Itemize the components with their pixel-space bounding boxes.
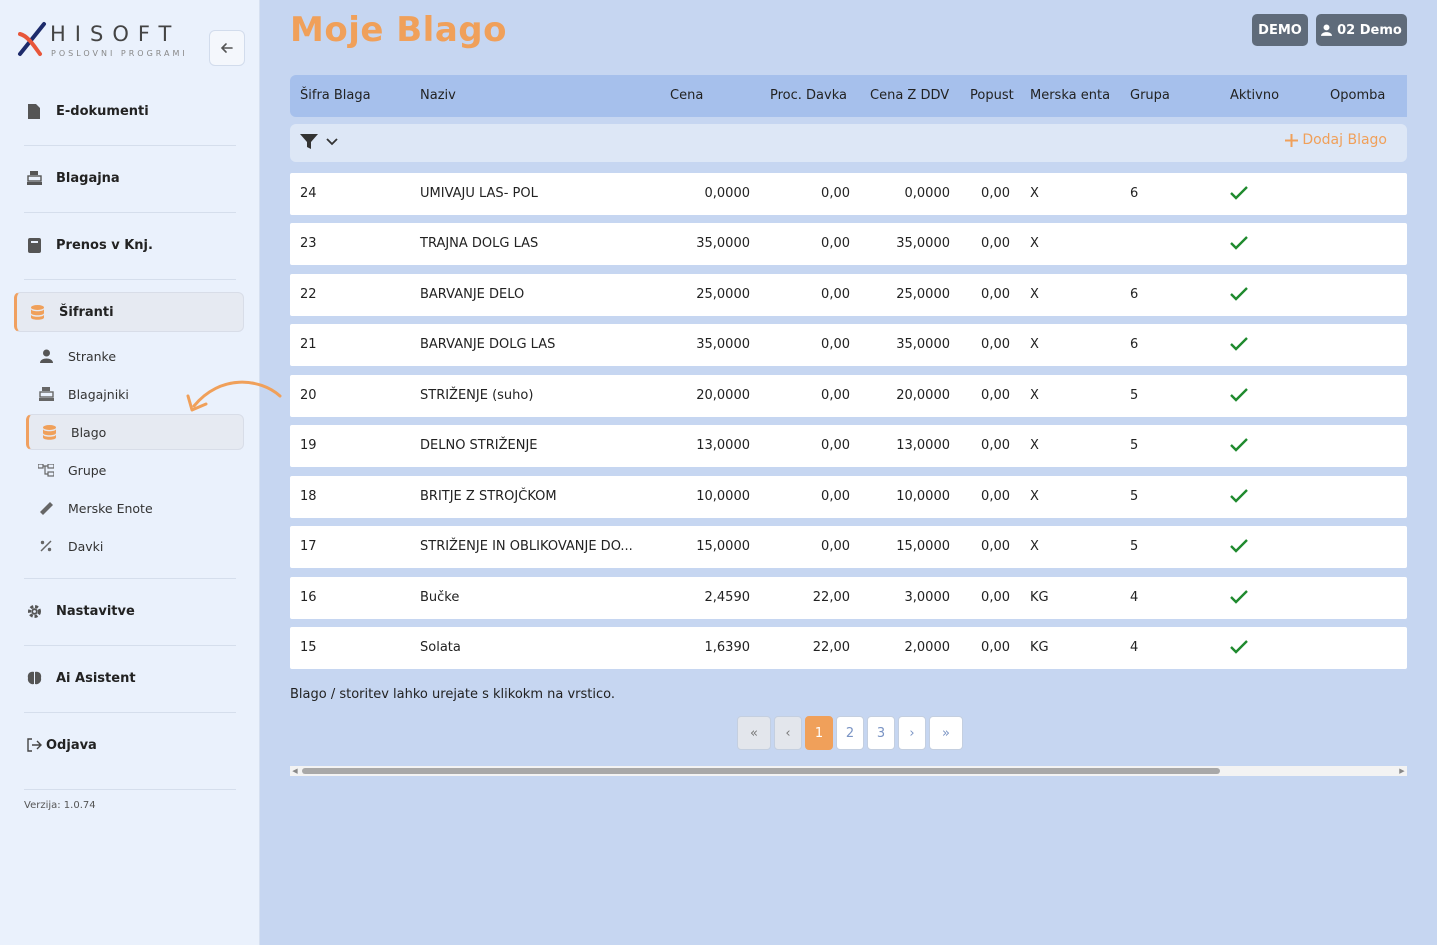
cell-sifra: 18: [300, 489, 317, 504]
sub-item-grupe[interactable]: [26, 452, 244, 488]
user-icon: [38, 348, 54, 364]
table-row[interactable]: [290, 627, 1407, 669]
cell-cena-z-ddv: 13,0000: [896, 438, 950, 453]
cell-cena: 10,0000: [696, 489, 750, 504]
logout-icon: [26, 737, 42, 753]
check-icon: [1230, 388, 1248, 402]
column-header-proc-davka[interactable]: Proc. Davka: [770, 88, 847, 103]
nav-item-e-dokumenti[interactable]: [14, 91, 244, 131]
logo-text: HISOFT: [50, 22, 181, 46]
cell-cena-z-ddv: 3,0000: [904, 590, 950, 605]
cell-merska-enota: X: [1030, 489, 1039, 504]
nav-item-label: E-dokumenti: [56, 103, 149, 119]
table-row[interactable]: [290, 425, 1407, 467]
cell-cena-z-ddv: 15,0000: [896, 539, 950, 554]
cell-sifra: 22: [300, 287, 317, 302]
nav-item-sifranti[interactable]: [14, 292, 244, 332]
logo-x-icon: [16, 20, 50, 60]
cell-popust: 0,00: [981, 186, 1010, 201]
cell-naziv: BARVANJE DOLG LAS: [420, 337, 556, 352]
page-button-1[interactable]: 1: [805, 716, 833, 750]
nav-divider: [24, 279, 236, 280]
cell-sifra: 23: [300, 236, 317, 251]
column-header-popust[interactable]: Popust: [970, 88, 1014, 103]
demo-badge[interactable]: DEMO: [1252, 14, 1308, 46]
cell-merska-enota: X: [1030, 388, 1039, 403]
check-icon: [1230, 590, 1248, 604]
cell-sifra: 17: [300, 539, 317, 554]
nav-divider: [24, 145, 236, 146]
cell-naziv: STRIŽENJE IN OBLIKOVANJE DO...: [420, 539, 633, 554]
cell-proc-davka: 0,00: [821, 287, 850, 302]
sub-item-label: Grupe: [68, 462, 107, 478]
cell-proc-davka: 0,00: [821, 236, 850, 251]
sub-item-label: Blago: [71, 424, 107, 440]
nav-divider: [24, 645, 236, 646]
table-row[interactable]: [290, 476, 1407, 518]
user-name: 02 Demo: [1337, 22, 1402, 38]
cell-grupa: 6: [1130, 287, 1139, 302]
sitemap-icon: [38, 462, 54, 478]
page-prev-button[interactable]: ‹: [774, 716, 802, 750]
cell-merska-enota: KG: [1030, 640, 1049, 655]
cell-proc-davka: 0,00: [821, 337, 850, 352]
page-title: Moje Blago: [290, 10, 507, 50]
add-blago-button[interactable]: [1285, 132, 1387, 148]
cell-grupa: 5: [1130, 539, 1139, 554]
page-last-button[interactable]: »: [929, 716, 963, 750]
sub-item-label: Merske Enote: [68, 500, 153, 516]
cell-grupa: 6: [1130, 337, 1139, 352]
cell-proc-davka: 22,00: [812, 590, 850, 605]
cell-cena: 15,0000: [696, 539, 750, 554]
table-row[interactable]: [290, 173, 1407, 215]
add-blago-label: Dodaj Blago: [1302, 132, 1387, 148]
check-icon: [1230, 337, 1248, 351]
check-icon: [1230, 640, 1248, 654]
cell-popust: 0,00: [981, 640, 1010, 655]
nav-item-odjava[interactable]: [14, 725, 244, 765]
chevron-down-icon: [326, 138, 338, 146]
cash-register-icon: [26, 170, 42, 186]
check-icon: [1230, 438, 1248, 452]
column-header-sifra[interactable]: Šifra Blaga: [300, 88, 371, 103]
page-next-button[interactable]: ›: [898, 716, 926, 750]
table-row[interactable]: [290, 577, 1407, 619]
cell-proc-davka: 22,00: [812, 640, 850, 655]
cell-grupa: 5: [1130, 489, 1139, 504]
cell-cena: 35,0000: [696, 236, 750, 251]
cell-naziv: Bučke: [420, 590, 460, 605]
nav-item-blagajna[interactable]: [14, 158, 244, 198]
column-header-naziv[interactable]: Naziv: [420, 88, 456, 103]
pagination: [737, 716, 963, 750]
horizontal-scrollbar[interactable]: [290, 766, 1407, 776]
cell-naziv: BRITJE Z STROJČKOM: [420, 489, 557, 504]
cell-merska-enota: X: [1030, 236, 1039, 251]
filter-icon: [300, 134, 318, 150]
nav-item-prenos[interactable]: [14, 225, 244, 265]
table-hint: Blago / storitev lahko urejate s klikokm na vrstico.: [290, 687, 615, 702]
sub-item-stranke[interactable]: [26, 338, 244, 374]
table-toolbar: [290, 124, 1407, 162]
cell-cena: 20,0000: [696, 388, 750, 403]
arrow-left-icon: [220, 41, 234, 55]
sidebar: [0, 0, 260, 945]
cell-popust: 0,00: [981, 489, 1010, 504]
gear-icon: [26, 603, 42, 619]
cell-naziv: BARVANJE DELO: [420, 287, 525, 302]
cash-register-icon: [38, 386, 54, 402]
cell-cena: 13,0000: [696, 438, 750, 453]
scroll-right-icon[interactable]: ▶: [1399, 767, 1405, 775]
column-header-merska-enota[interactable]: Merska enta: [1030, 88, 1111, 103]
cell-cena: 2,4590: [704, 590, 750, 605]
cell-merska-enota: X: [1030, 337, 1039, 352]
nav-divider: [24, 212, 236, 213]
cell-cena-z-ddv: 20,0000: [896, 388, 950, 403]
cell-proc-davka: 0,00: [821, 489, 850, 504]
nav-item-label: Odjava: [46, 737, 97, 753]
page-first-button[interactable]: «: [737, 716, 771, 750]
pointer-arrow-icon: [180, 372, 290, 422]
check-icon: [1230, 489, 1248, 503]
nav-item-label: Šifranti: [59, 304, 114, 320]
version-label: Verzija: 1.0.74: [24, 800, 96, 811]
cell-popust: 0,00: [981, 337, 1010, 352]
cell-naziv: UMIVAJU LAS- POL: [420, 186, 538, 201]
logo: [16, 20, 196, 64]
nav-item-label: Blagajna: [56, 170, 120, 186]
cell-cena: 35,0000: [696, 337, 750, 352]
sub-item-davki[interactable]: [26, 528, 244, 564]
cell-sifra: 21: [300, 337, 317, 352]
cell-naziv: STRIŽENJE (suho): [420, 388, 534, 403]
table-row[interactable]: [290, 223, 1407, 265]
ruler-icon: [38, 500, 54, 516]
nav-divider: [24, 712, 236, 713]
cell-cena-z-ddv: 0,0000: [904, 186, 950, 201]
cell-sifra: 19: [300, 438, 317, 453]
nav-item-label: Prenos v Knj.: [56, 237, 153, 253]
nav-item-label: Ai Asistent: [56, 670, 136, 686]
cell-popust: 0,00: [981, 438, 1010, 453]
cell-naziv: Solata: [420, 640, 461, 655]
nav-item-label: Nastavitve: [56, 603, 135, 619]
cell-cena: 25,0000: [696, 287, 750, 302]
cell-grupa: 6: [1130, 186, 1139, 201]
cell-merska-enota: X: [1030, 186, 1039, 201]
cell-cena-z-ddv: 35,0000: [896, 337, 950, 352]
cell-proc-davka: 0,00: [821, 186, 850, 201]
column-header-cena-z-ddv[interactable]: Cena Z DDV: [870, 88, 950, 103]
nav-divider: [24, 789, 236, 790]
brain-icon: [26, 670, 42, 686]
sub-item-label: Blagajniki: [68, 386, 129, 402]
cell-merska-enota: X: [1030, 539, 1039, 554]
book-icon: [26, 237, 42, 253]
cell-grupa: 4: [1130, 640, 1139, 655]
table-row[interactable]: [290, 375, 1407, 417]
sub-item-label: Stranke: [68, 348, 117, 364]
table-header: [290, 75, 1407, 117]
nav-item-ai-asistent[interactable]: [14, 658, 244, 698]
cell-sifra: 15: [300, 640, 317, 655]
cell-merska-enota: KG: [1030, 590, 1049, 605]
scroll-left-icon[interactable]: ◀: [292, 767, 298, 775]
cell-cena-z-ddv: 10,0000: [896, 489, 950, 504]
file-icon: [26, 103, 42, 119]
cell-popust: 0,00: [981, 590, 1010, 605]
user-menu-button[interactable]: [1316, 14, 1407, 46]
table-row[interactable]: [290, 526, 1407, 568]
sub-item-merske-enote[interactable]: [26, 490, 244, 526]
filter-toggle[interactable]: [300, 134, 338, 150]
cell-cena-z-ddv: 2,0000: [904, 640, 950, 655]
cell-grupa: 5: [1130, 388, 1139, 403]
plus-icon: [1285, 134, 1298, 147]
page-button-3[interactable]: 3: [867, 716, 895, 750]
column-header-grupa[interactable]: Grupa: [1130, 88, 1170, 103]
check-icon: [1230, 287, 1248, 301]
cell-popust: 0,00: [981, 236, 1010, 251]
table-row[interactable]: [290, 274, 1407, 316]
page-button-2[interactable]: 2: [836, 716, 864, 750]
database-icon: [41, 424, 57, 440]
sub-item-label: Davki: [68, 538, 104, 554]
cell-naziv: DELNO STRIŽENJE: [420, 438, 538, 453]
check-icon: [1230, 539, 1248, 553]
user-icon: [1321, 24, 1332, 36]
collapse-sidebar-button[interactable]: [209, 30, 245, 66]
cell-cena: 1,6390: [704, 640, 750, 655]
cell-cena-z-ddv: 35,0000: [896, 236, 950, 251]
percent-icon: [38, 538, 54, 554]
column-header-aktivno[interactable]: Aktivno: [1230, 88, 1280, 103]
cell-sifra: 24: [300, 186, 317, 201]
cell-popust: 0,00: [981, 287, 1010, 302]
check-icon: [1230, 236, 1248, 250]
cell-grupa: 5: [1130, 438, 1139, 453]
cell-popust: 0,00: [981, 388, 1010, 403]
cell-proc-davka: 0,00: [821, 539, 850, 554]
cell-merska-enota: X: [1030, 287, 1039, 302]
cell-proc-davka: 0,00: [821, 388, 850, 403]
nav-divider: [24, 578, 236, 579]
column-header-opomba[interactable]: Opomba: [1330, 88, 1386, 103]
cell-popust: 0,00: [981, 539, 1010, 554]
cell-sifra: 20: [300, 388, 317, 403]
database-icon: [29, 304, 45, 320]
cell-cena-z-ddv: 25,0000: [896, 287, 950, 302]
cell-merska-enota: X: [1030, 438, 1039, 453]
cell-naziv: TRAJNA DOLG LAS: [420, 236, 539, 251]
nav-item-nastavitve[interactable]: [14, 591, 244, 631]
cell-proc-davka: 0,00: [821, 438, 850, 453]
scrollbar-thumb[interactable]: [302, 768, 1220, 774]
cell-cena: 0,0000: [704, 186, 750, 201]
column-header-cena[interactable]: Cena: [670, 88, 704, 103]
cell-sifra: 16: [300, 590, 317, 605]
cell-grupa: 4: [1130, 590, 1139, 605]
check-icon: [1230, 186, 1248, 200]
logo-subtitle: POSLOVNI PROGRAMI: [51, 49, 188, 58]
table-row[interactable]: [290, 324, 1407, 366]
